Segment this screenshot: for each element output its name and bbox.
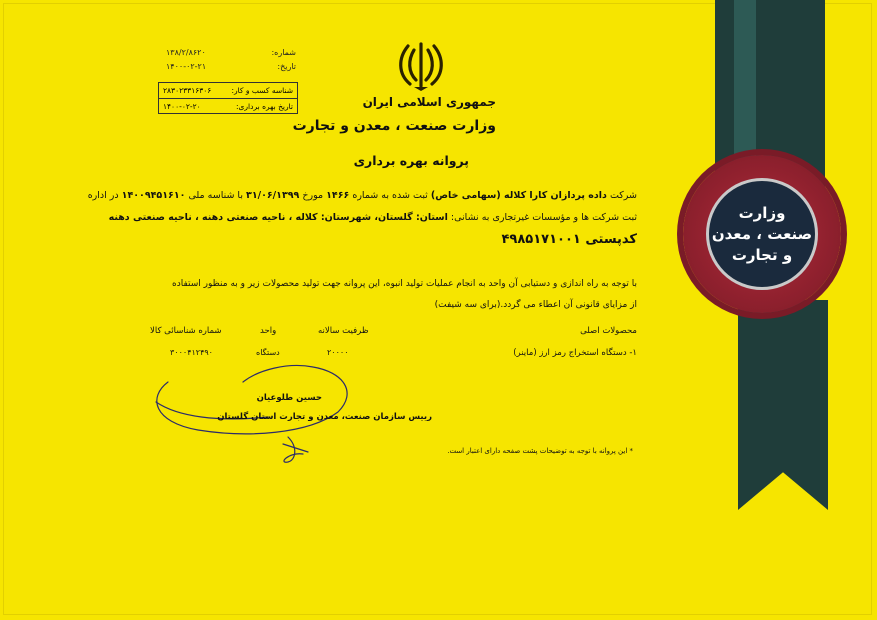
reg-date-prefix: مورخ [302, 190, 324, 201]
address-line [109, 212, 637, 223]
header-unit: واحد [260, 326, 277, 336]
products-label: محصولات اصلی [580, 326, 637, 336]
postal-code: کدپستی ۴۹۸۵۱۷۱۰۰۱ [501, 232, 637, 247]
footnote: * این پروانه با توجه به توضیحات پشت صفحه دارای اعتبار است. [447, 447, 633, 455]
company-prefix: شرکت [609, 190, 637, 201]
business-id-row [159, 83, 297, 98]
seal-line-3: و تجارت [731, 245, 793, 264]
header-capacity: ظرفیت سالانه [318, 326, 369, 336]
signatory-title: رییس سازمان صنعت، معدن و تجارت استان گلستان [217, 412, 432, 422]
product-capacity: ۲۰۰۰۰ [327, 348, 349, 357]
company-line [88, 190, 637, 201]
business-id-label: شناسه کسب و کار: [231, 86, 293, 95]
company-line-end: در اداره [87, 190, 119, 201]
reference-number-label: شماره: [271, 47, 296, 57]
republic-title: جمهوری اسلامی ایران [362, 95, 496, 109]
signatory-name: حسین طلوعیان [256, 393, 322, 403]
business-info-box [158, 82, 298, 114]
operation-date-value: ۱۴۰۰-۰۲-۲۰ [163, 102, 201, 111]
iran-emblem-icon [396, 40, 446, 92]
product-code: ۳۰۰۰۴۱۲۴۹۰ [170, 348, 213, 357]
product-name: ۱- دستگاه استخراج رمز ارز (ماینر) [513, 348, 637, 358]
address: استان: گلستان، شهرستان: کلاله ، ناحیه صنعتی دهنه ، ناحیه صنعتی دهنه [108, 212, 448, 223]
operation-date-label: تاریخ بهره برداری: [236, 102, 293, 111]
document-title: پروانه بهره برداری [353, 153, 469, 168]
reference-block [166, 45, 296, 73]
product-unit: دستگاه [256, 348, 280, 357]
reference-date-label: تاریخ: [277, 61, 296, 71]
reference-date-row [166, 59, 296, 73]
seal-line-1: وزارت [738, 203, 786, 222]
seal-center [706, 178, 818, 290]
ministry-title: وزارت صنعت ، معدن و تجارت [292, 118, 496, 134]
seal-line-2: صنعت ، معدن [711, 224, 813, 243]
reg-date: ۳۱/۰۶/۱۳۹۹ [246, 190, 300, 201]
company-name: داده پردازان کارا کلاله (سهامی خاص) [430, 190, 607, 201]
operation-date-row [159, 98, 297, 114]
ministry-seal [683, 155, 841, 313]
reference-date-value: ۱۴۰۰-۰۲-۲۱ [166, 61, 207, 71]
purpose-line-2: از مزایای قانونی آن اعطاء می گردد.(برای سه شیفت) [434, 300, 637, 310]
reference-number-row [166, 45, 296, 59]
national-id-prefix: با شناسه ملی [188, 190, 243, 201]
reg-number-prefix: ثبت شده به شماره [352, 190, 428, 201]
reference-number-value: ۱۳۸/۲/۸۶۲۰ [166, 47, 206, 57]
reg-number: ۱۴۶۶ [326, 190, 350, 201]
purpose-line-1: با توجه به راه اندازی و دستیابی آن واحد به انجام عملیات تولید انبوه، این پروانه جهت تولید محصولات زیر و به منظور استفاده [172, 279, 637, 289]
header-product-code: شماره شناسائی کالا [150, 326, 222, 336]
address-prefix: ثبت شرکت ها و مؤسسات غیرتجاری به نشانی: [450, 212, 637, 223]
national-id: ۱۴۰۰۹۴۵۱۶۱۰ [121, 190, 186, 201]
business-id-value: ۲۸۳۰۲۳۳۱۶۳۰۶ [163, 86, 212, 95]
